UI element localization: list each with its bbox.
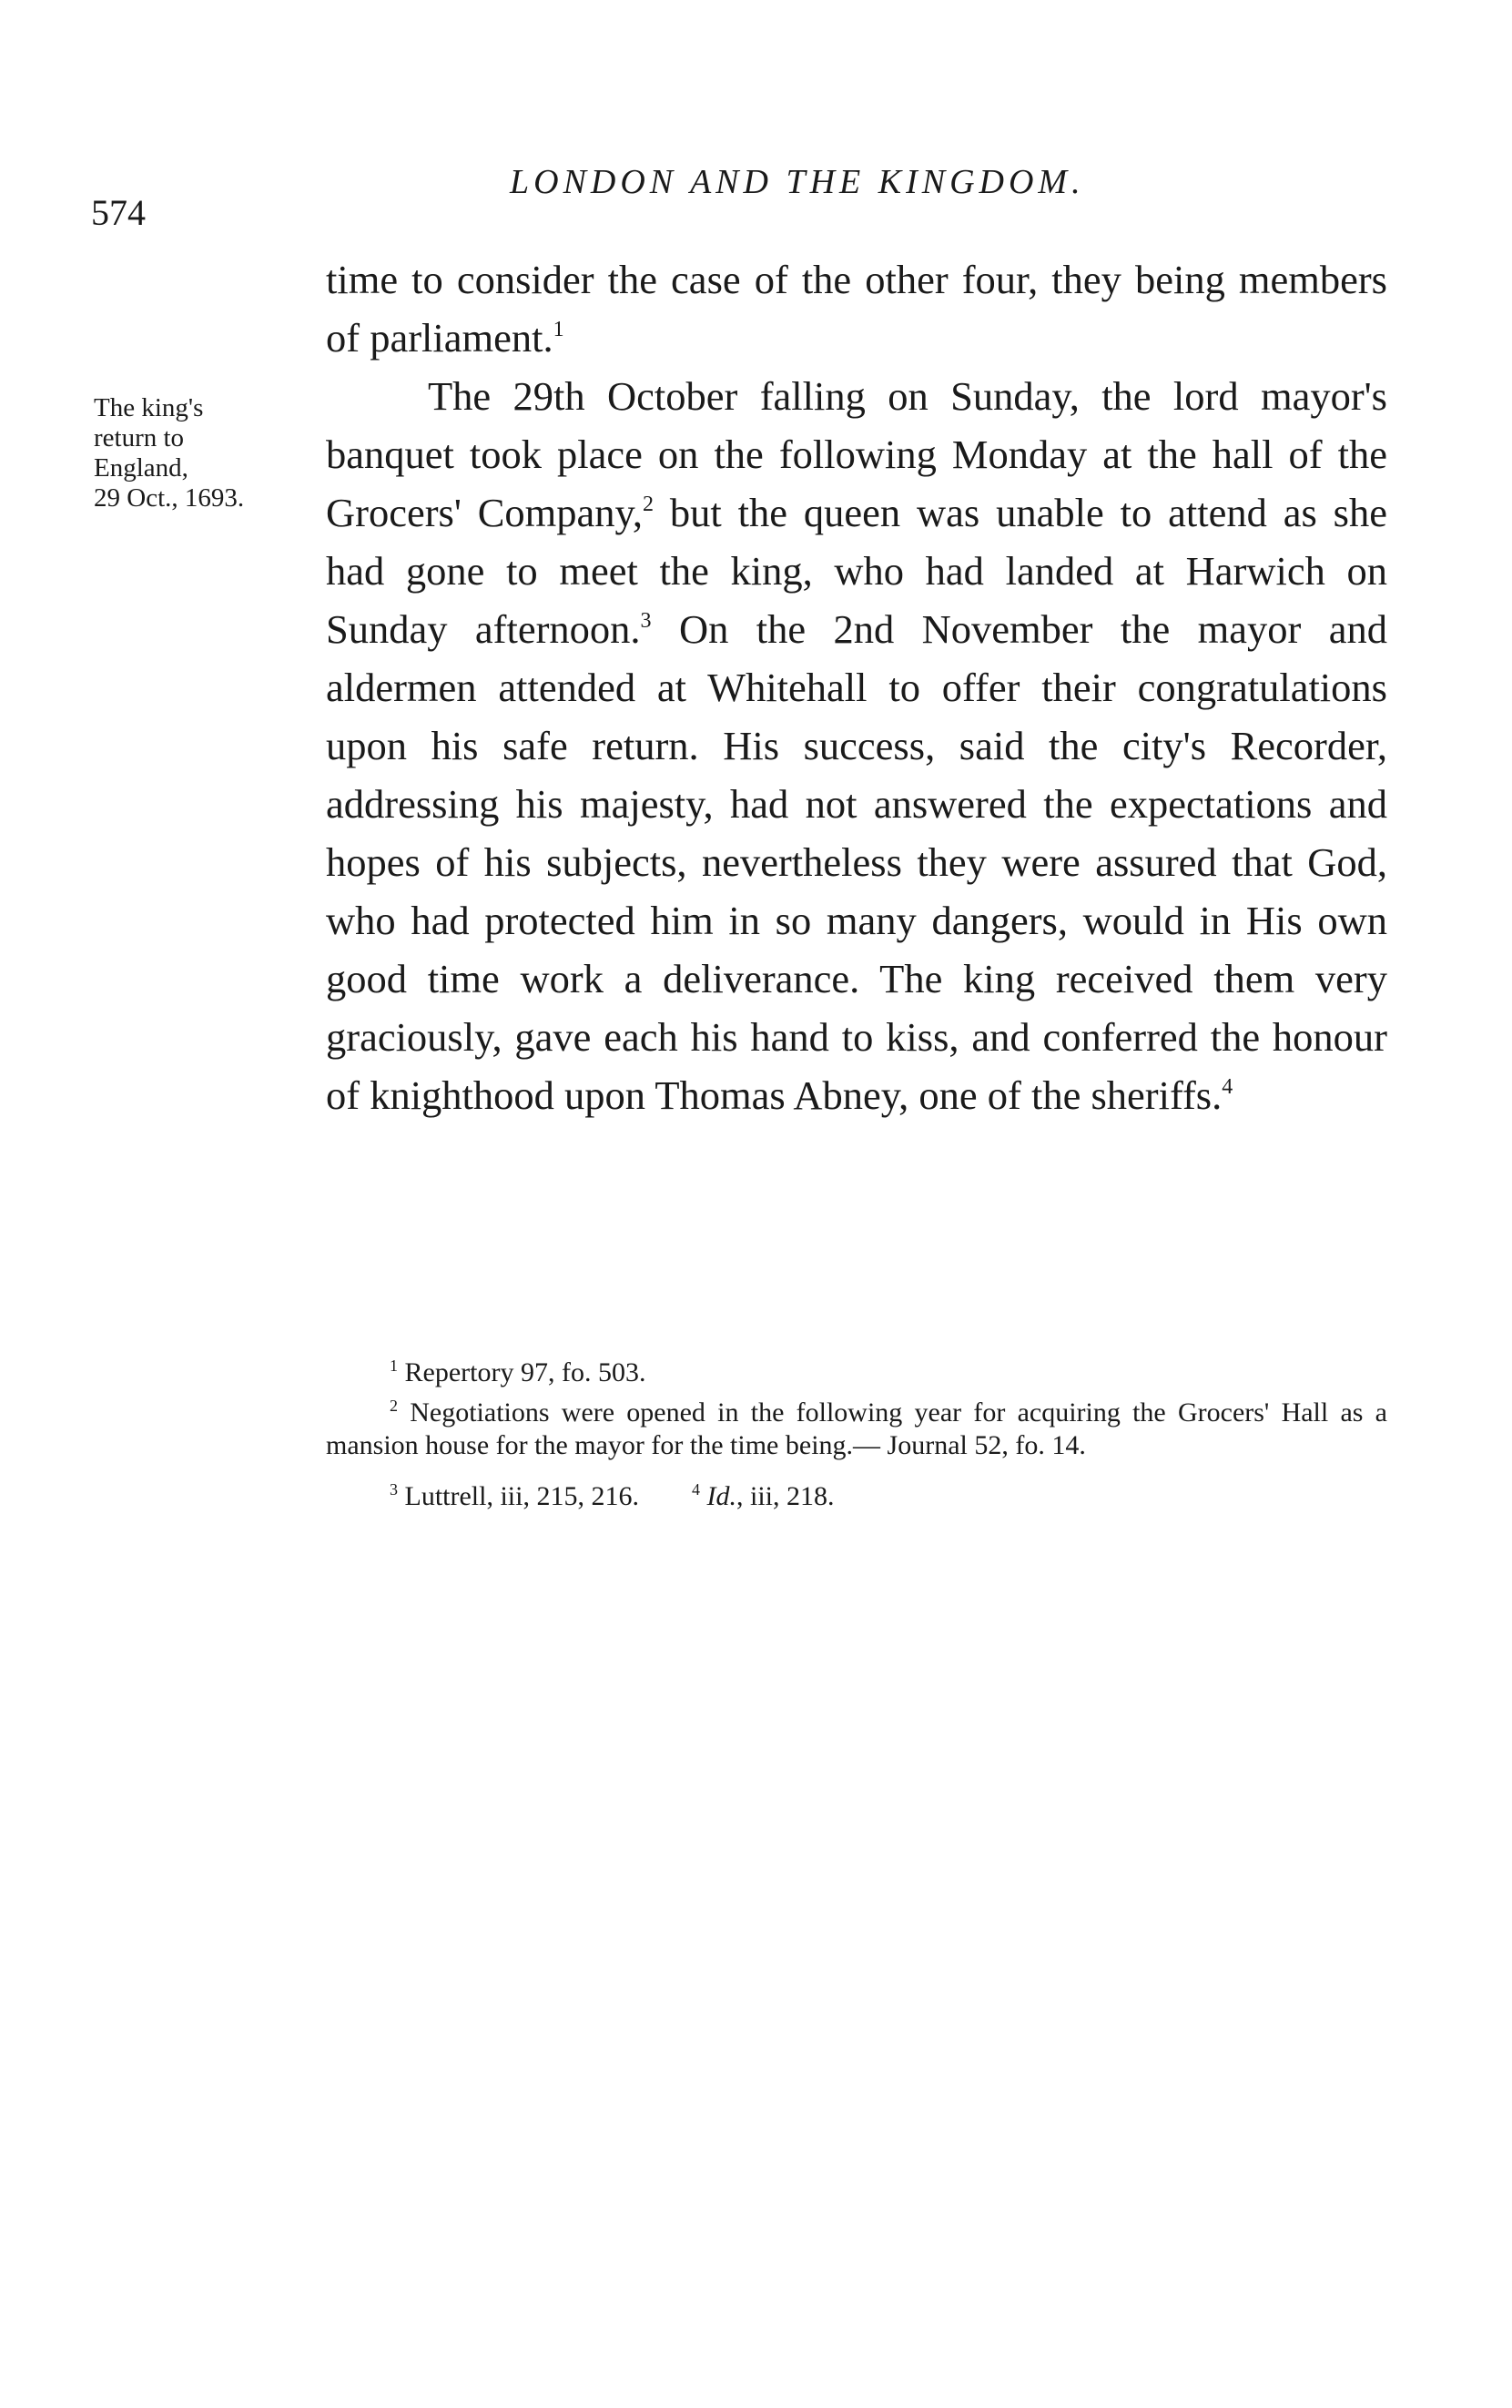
footnote-text: Repertory 97, fo. 503. (398, 1357, 646, 1387)
page-number: 574 (91, 192, 146, 233)
margin-note (94, 393, 330, 513)
running-head: LONDON AND THE KINGDOM. (510, 163, 1085, 201)
footnote-text: Luttrell, iii, 215, 216. (398, 1481, 639, 1511)
margin-note-line: 29 Oct., 1693. (94, 483, 245, 513)
footnote-reference: 3 (640, 609, 652, 633)
footnote-text: , iii, 218. (736, 1481, 835, 1511)
footnote-mark: 2 (390, 1397, 398, 1415)
margin-note-line: England, (94, 453, 188, 483)
paragraph (326, 367, 1387, 1124)
footnotes (326, 1356, 1387, 1520)
footnote (326, 1397, 1387, 1462)
footnote-reference: 4 (1222, 1075, 1233, 1099)
footnote-text: Negotiations were opened in the following year for acquiring the Grocers' Hall as a mansion house for the mayor for the time being.— Journal 52, fo. 14. (326, 1397, 1387, 1460)
footnote-mark: 1 (390, 1356, 398, 1375)
main-text (326, 250, 1387, 1124)
footnote-reference: 1 (553, 318, 564, 341)
footnote-mark: 3 (390, 1480, 398, 1499)
footnote (326, 1356, 1387, 1389)
footnote-mark: 4 (691, 1480, 700, 1499)
paragraph-text: time to consider the case of the other four, they being members of parliament. (326, 257, 1387, 361)
paragraph-text: The 29th October falling on Sunday, the lord mayor's banquet took place on the following Monday at the hall of the Grocers' Company, (326, 373, 1387, 535)
paragraph-text: On the 2nd November the mayor and aldermen attended at Whitehall to offer their congratulations upon his safe return. His success, said the city's Recorder, addressing his majesty, had not answered the expectations and hopes of his subjects, nevertheless they were assured that God, who had protected him in so many dangers, would in His own good time work a deliverance. The king received them very graciously, gave each his hand to kiss, and conferred the honour of knighthood upon Thomas Abney, one of the sheriffs. (326, 606, 1387, 1118)
footnote-text-italic: Id. (699, 1481, 736, 1511)
footnote-row (326, 1480, 1387, 1513)
margin-note-line: The king's (94, 393, 204, 422)
paragraph (326, 250, 1387, 367)
paragraph-text: but the queen was unable to attend as she had gone to meet the king, who had landed at Harwich on Sunday afternoon. (326, 490, 1387, 652)
footnote-reference: 2 (643, 493, 655, 516)
margin-note-line: return to (94, 423, 185, 452)
